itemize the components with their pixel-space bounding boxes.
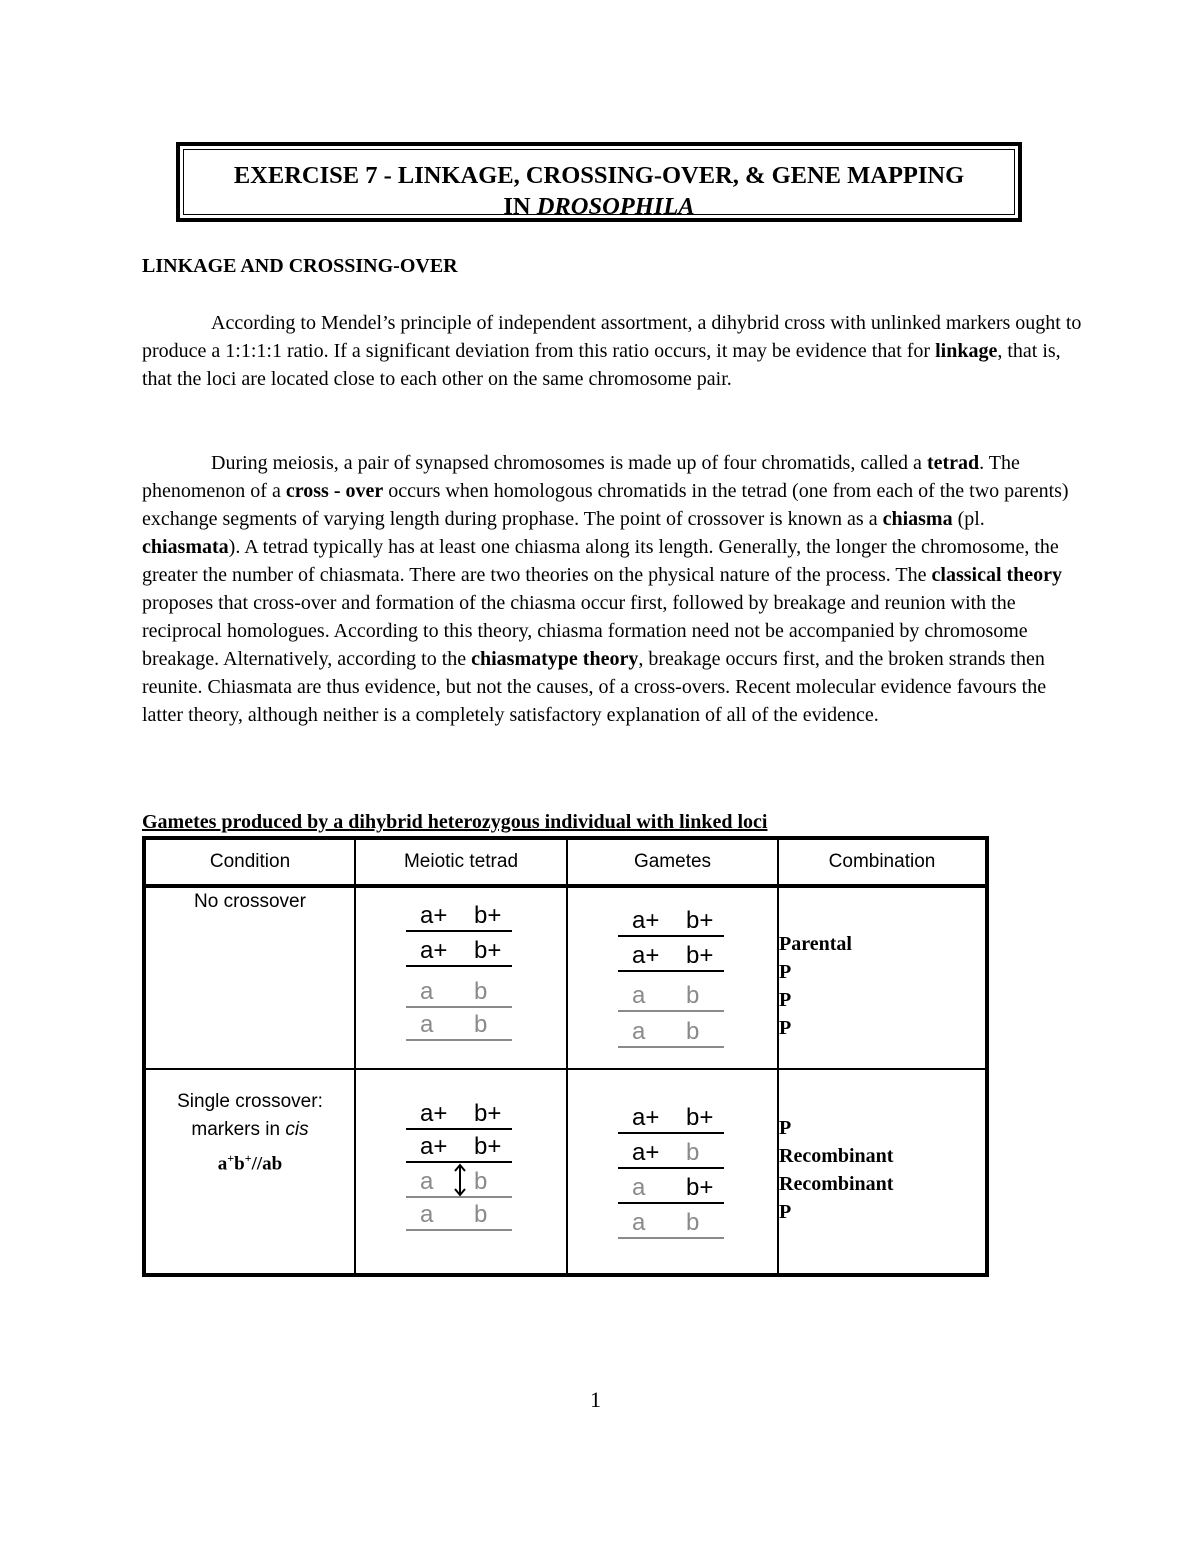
- section-heading: LINKAGE AND CROSSING-OVER: [142, 255, 458, 277]
- gamete-strand: a b: [618, 1207, 724, 1239]
- condition-cell: [144, 1069, 355, 1275]
- chromatid-strand: a b: [406, 1009, 512, 1041]
- combination-label: Recombinant: [779, 1173, 894, 1195]
- chromatid-strand: a+ b+: [406, 1131, 512, 1163]
- tetrad-cell: [355, 1069, 567, 1275]
- gamete-strand: a b+: [618, 1172, 724, 1204]
- condition-cell: [144, 886, 355, 1069]
- combination-label: P: [779, 1017, 792, 1039]
- gamete-strand: a+ b+: [618, 905, 724, 937]
- gamete-strand: a b: [618, 980, 724, 1012]
- chromatid-strand: a+ b+: [406, 935, 512, 967]
- page-number: 1: [590, 1387, 601, 1412]
- condition-single-crossover: Single crossover:: [177, 1091, 323, 1112]
- condition-cis: cis: [285, 1119, 309, 1140]
- table-header-row: [144, 838, 987, 886]
- table-row: [144, 886, 987, 1069]
- combination-label: P: [779, 1201, 792, 1223]
- title-box: [176, 142, 1022, 222]
- combination-cell: [778, 1069, 987, 1275]
- paragraph-independent-assortment: According to Mendel’s principle of independent assortment, a dihybrid cross with unlinked markers ought to produce a 1:1:1:1 ratio. If a significant deviation from this ratio occurs, it may be evidence that for linkage, that is, that the loci are located close to each other on the same chromosome pair.: [142, 312, 1082, 390]
- combination-label: P: [779, 989, 792, 1011]
- chromatid-strand: a b: [406, 1199, 512, 1231]
- gametes-cell: [567, 886, 778, 1069]
- condition-genotype: a+b+//ab: [217, 1151, 283, 1175]
- title-line1: EXERCISE 7 - LINKAGE, CROSSING-OVER, & GENE MAPPING: [233, 162, 965, 189]
- gametes-cell: [567, 1069, 778, 1275]
- chromatid-strand: a b: [406, 1166, 512, 1198]
- gamete-strand: a+ b+: [618, 940, 724, 972]
- title-line2-italic: DROSOPHILA: [536, 193, 695, 220]
- gametes-table: [142, 836, 989, 1277]
- tetrad-cell: [355, 886, 567, 1069]
- crossover-arrow-icon: [452, 1162, 468, 1198]
- combination-label: Recombinant: [779, 1145, 894, 1167]
- gamete-strand: a+ b+: [618, 1102, 724, 1134]
- header-condition: Condition: [144, 838, 355, 886]
- header-gametes: Gametes: [567, 838, 778, 886]
- combination-label: P: [779, 961, 792, 983]
- gamete-strand: a b: [618, 1016, 724, 1048]
- combination-label: P: [779, 1117, 792, 1139]
- table-row: [144, 1069, 987, 1275]
- condition-markers-prefix: markers in: [191, 1119, 286, 1140]
- chromatid-strand: a+ b+: [406, 900, 512, 932]
- header-combination: Combination: [778, 838, 987, 886]
- header-meiotic-tetrad: Meiotic tetrad: [355, 838, 567, 886]
- gamete-strand: a+ b: [618, 1137, 724, 1169]
- table-caption: Gametes produced by a dihybrid heterozygous individual with linked loci: [142, 811, 768, 833]
- combination-cell: [778, 886, 987, 1069]
- chromatid-strand: a+ b+: [406, 1098, 512, 1130]
- title-line2-prefix: IN: [503, 193, 537, 220]
- condition-no-crossover: No crossover: [194, 891, 306, 912]
- chromatid-strand: a b: [406, 976, 512, 1008]
- paragraph-crossing-over: During meiosis, a pair of synapsed chromosomes is made up of four chromatids, called a tetrad. The phenomenon of a cross - over occurs when homologous chromatids in the tetrad (one from each of the two parents) exchange segments of varying length during prophase. The point of crossover is known as a chiasma (pl. chiasmata). A tetrad typically has at least one chiasma along its length. Generally, the longer the chromosome, the greater the number of chiasmata. There are two theories on the physical nature of the process. The classical theory proposes that cross-over and formation of the chiasma occur first, followed by breakage and reunion with the reciprocal homologues. According to this theory, chiasma formation need not be accompanied by chromosome breakage. Alternatively, according to the chiasmatype theory, breakage occurs first, and the broken strands then reunite. Chiasmata are thus evidence, but not the causes, of a cross-overs. Recent molecular evidence favours the latter theory, although neither is a completely satisfactory explanation of all of the evidence.: [142, 452, 1069, 726]
- combination-label: Parental: [779, 933, 852, 955]
- page-title: [183, 149, 1015, 220]
